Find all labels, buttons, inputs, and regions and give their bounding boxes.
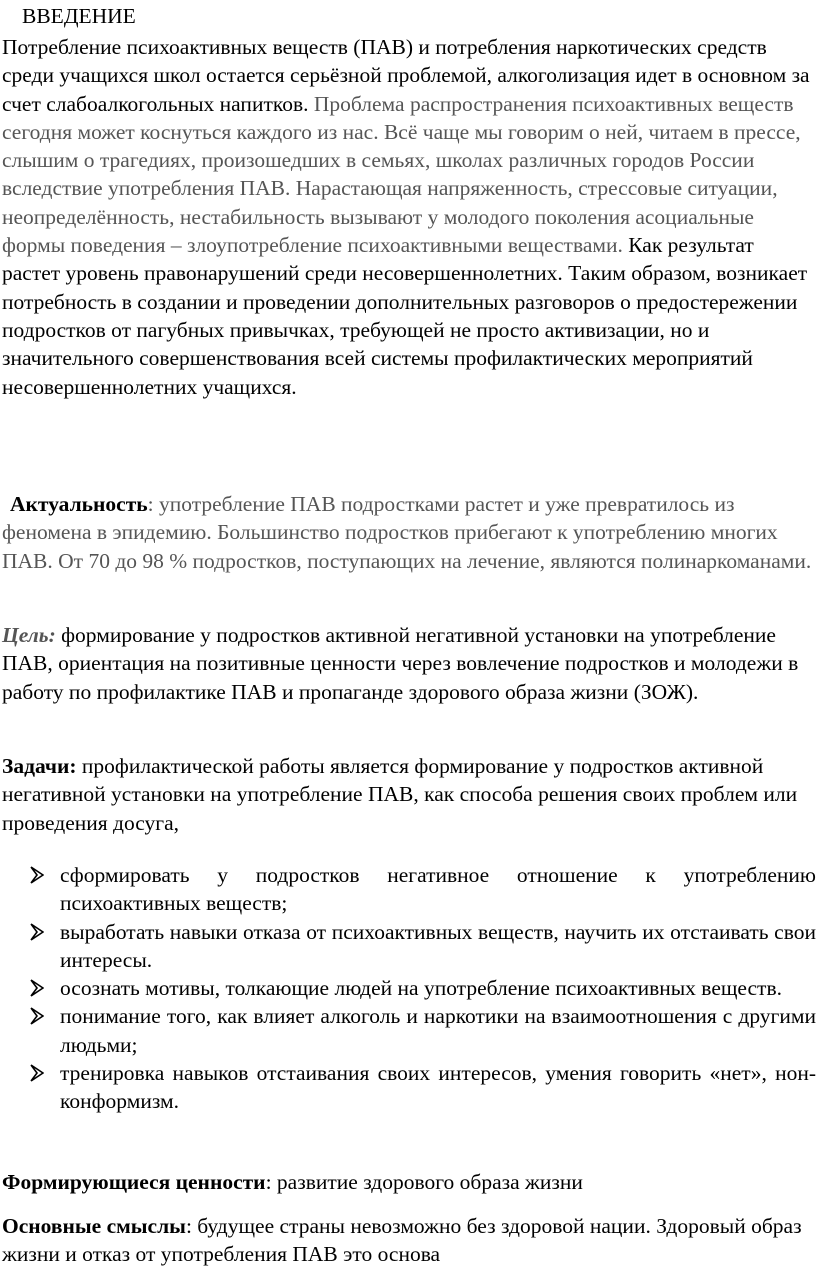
list-item-text: осознать мотивы, толкающие людей на употребление психоактивных веществ. bbox=[60, 976, 782, 1001]
arrow-bullet-icon bbox=[30, 1007, 44, 1025]
intro-text-part3: Как результат растет уровень правонарушений среди несовершеннолетних. Таким образом, возникает потребность в создании и проведении дополнительных разговоров о предостережении подростков от пагубных привычках, требующей не просто активизации, но и значительного совершенствования всей системы профилактических мероприятий несовершеннолетних учащихся. bbox=[2, 233, 808, 399]
relevance-paragraph bbox=[2, 490, 814, 575]
goal-paragraph bbox=[2, 621, 814, 706]
list-item bbox=[30, 974, 816, 1002]
intro-text-part2: Проблема распространения психоактивных веществ сегодня может коснуться каждого из нас. Всё чаще мы говорим о ней, читаем в прессе, слышим о трагедиях, произошедших в семьях, школах различных городов России вследствие употребления ПАВ. Нарастающая напряженность, стрессовые ситуации, неопределённость, нестабильность вызывают у молодого поколения асоциальные формы поведения – злоупотребление психоактивными веществами. bbox=[2, 91, 801, 258]
list-item-text: понимание того, как влияет алкоголь и наркотики на взаимоотношения с другими людьми; bbox=[60, 1004, 816, 1057]
values-text: : развитие здорового образа жизни bbox=[265, 1170, 583, 1194]
tasks-list bbox=[30, 861, 816, 1116]
list-item-text: сформировать у подростков негативное отношение к употреблению психоактивных веществ; bbox=[60, 863, 816, 916]
tasks-text: профилактической работы является формирование у подростков активной негативной установки на употребление ПАВ, как способа решения своих проблем или проведения досуга, bbox=[2, 754, 798, 835]
meanings-paragraph bbox=[2, 1212, 814, 1269]
tasks-paragraph bbox=[2, 752, 814, 837]
values-label: Формирующиеся ценности bbox=[2, 1170, 266, 1194]
tasks-label: Задачи: bbox=[2, 754, 77, 778]
list-item bbox=[30, 918, 816, 975]
relevance-label: Актуальность bbox=[10, 492, 148, 516]
arrow-bullet-icon bbox=[30, 979, 44, 997]
document-heading: ВВЕДЕНИЕ bbox=[22, 4, 136, 28]
arrow-bullet-icon bbox=[30, 923, 44, 941]
list-item-text: выработать навыки отказа от психоактивных веществ, научить их отстаивать свои интересы. bbox=[60, 919, 816, 972]
list-item bbox=[30, 1002, 816, 1059]
arrow-bullet-icon bbox=[30, 866, 44, 884]
arrow-bullet-icon bbox=[30, 1064, 44, 1082]
relevance-text: : употребление ПАВ подростками растет и уже превратилось из феномена в эпидемию. Большинство подростков прибегают к употреблению многих ПАВ. От 70 до 98 % подростков, поступающих на лечение, являются полинаркоманами. bbox=[2, 492, 812, 573]
values-paragraph bbox=[2, 1168, 814, 1196]
list-item bbox=[30, 1059, 816, 1116]
intro-text-part1: Потребление психоактивных веществ (ПАВ) и потребления наркотических средств среди учащихся школ остается серьёзной проблемой, алкоголизация идет в основном за счет слабоалкогольных напитков. bbox=[2, 35, 810, 116]
list-item bbox=[30, 861, 816, 918]
list-item-text: тренировка навыков отстаивания своих интересов, умения говорить «нет», нон-конформизм. bbox=[60, 1061, 816, 1114]
intro-paragraph bbox=[2, 33, 814, 401]
meanings-label: Основные смыслы bbox=[2, 1214, 186, 1238]
goal-label: Цель: bbox=[2, 623, 56, 647]
meanings-text: : будущее страны невозможно без здоровой нации. Здоровый образ жизни и отказ от употребления ПАВ это основа bbox=[2, 1214, 802, 1267]
goal-text: формирование у подростков активной негативной установки на употребление ПАВ, ориентация на позитивные ценности через вовлечение подростков и молодежи в работу по профилактике ПАВ и пропаганде здорового образа жизни (ЗОЖ). bbox=[2, 623, 799, 704]
